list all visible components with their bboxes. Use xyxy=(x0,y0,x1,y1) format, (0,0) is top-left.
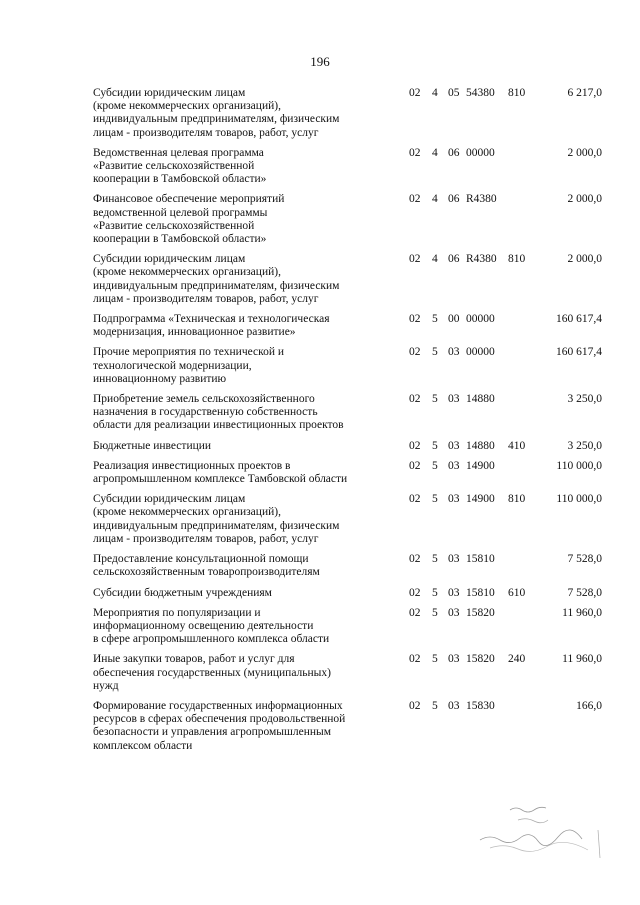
description-line: Реализация инвестиционных проектов в xyxy=(93,459,291,472)
direction-code: R4380 xyxy=(466,193,497,206)
program-code: 5 xyxy=(432,393,438,406)
amount-value: 160 617,4 xyxy=(556,313,602,326)
amount-value: 7 528,0 xyxy=(567,553,602,566)
row-description xyxy=(93,147,393,187)
amount-value: 6 217,0 xyxy=(567,87,602,99)
subprogram-code: 03 xyxy=(448,439,460,452)
program-code: 5 xyxy=(432,313,438,326)
description-line: модернизация, инновационное развитие» xyxy=(93,326,296,339)
amount-value: 3 250,0 xyxy=(567,439,602,452)
row-description xyxy=(93,440,393,453)
subprogram-code: 06 xyxy=(448,193,460,206)
program-code: 5 xyxy=(432,653,438,666)
description-line: безопасности и управления агропромышленным xyxy=(93,726,332,739)
description-line: технологической модернизации, xyxy=(93,359,252,372)
description-line: нужд xyxy=(93,679,119,692)
description-line: области для реализации инвестиционных проектов xyxy=(93,419,344,432)
program-code: 4 xyxy=(432,193,438,206)
section-code: 02 xyxy=(409,606,421,619)
description-line: Субсидии юридическим лицам xyxy=(93,493,246,506)
amount-value: 2 000,0 xyxy=(567,193,602,206)
section-code: 02 xyxy=(409,253,421,266)
subprogram-code: 06 xyxy=(448,253,460,266)
subprogram-code: 03 xyxy=(448,553,460,566)
subprogram-code: 03 xyxy=(448,653,460,666)
description-line: комплексом области xyxy=(93,739,193,752)
description-line: индивидуальным предпринимателям, физическим xyxy=(93,519,340,532)
description-line: информационному освещению деятельности xyxy=(93,619,314,632)
amount-value: 110 000,0 xyxy=(556,493,602,506)
description-line: индивидуальным предпринимателям, физическим xyxy=(93,279,340,292)
row-description xyxy=(93,493,393,546)
description-line: Финансовое обеспечение мероприятий xyxy=(93,193,285,206)
section-code: 02 xyxy=(409,313,421,326)
description-line: Формирование государственных информационных xyxy=(93,699,343,712)
amount-value: 166,0 xyxy=(576,699,602,712)
description-line: «Развитие сельскохозяйственной xyxy=(93,219,255,232)
direction-code: 15820 xyxy=(466,653,495,666)
description-line: Приобретение земель сельскохозяйственного xyxy=(93,393,315,406)
table-row xyxy=(93,460,613,486)
table-row xyxy=(93,653,613,693)
section-code: 02 xyxy=(409,553,421,566)
expense-kind-code: 610 xyxy=(508,586,526,599)
description-line: Субсидии юридическим лицам xyxy=(93,87,246,99)
program-code: 4 xyxy=(432,253,438,266)
row-description xyxy=(93,607,393,647)
table-row xyxy=(93,440,613,453)
row-description xyxy=(93,553,393,579)
table-row xyxy=(93,147,613,187)
row-description xyxy=(93,313,393,339)
table-row xyxy=(93,493,613,546)
program-code: 5 xyxy=(432,606,438,619)
amount-value: 11 960,0 xyxy=(562,653,602,666)
row-description xyxy=(93,193,393,246)
row-description xyxy=(93,346,393,386)
row-description xyxy=(93,653,393,693)
description-line: ресурсов в сферах обеспечения продовольственной xyxy=(93,713,346,726)
amount-value: 3 250,0 xyxy=(567,393,602,406)
subprogram-code: 05 xyxy=(448,87,460,99)
table-row xyxy=(93,587,613,600)
section-code: 02 xyxy=(409,193,421,206)
direction-code: 15810 xyxy=(466,586,495,599)
expense-kind-code: 410 xyxy=(508,439,526,452)
subprogram-code: 06 xyxy=(448,146,460,159)
table-row xyxy=(93,193,613,246)
section-code: 02 xyxy=(409,459,421,472)
description-line: индивидуальным предпринимателям, физическим xyxy=(93,113,340,126)
subprogram-code: 03 xyxy=(448,459,460,472)
row-description xyxy=(93,87,393,140)
direction-code: 00000 xyxy=(466,313,495,326)
section-code: 02 xyxy=(409,393,421,406)
expense-kind-code: 810 xyxy=(508,87,526,99)
table-row xyxy=(93,346,613,386)
direction-code: 14900 xyxy=(466,459,495,472)
description-line: Мероприятия по популяризации и xyxy=(93,606,261,619)
amount-value: 2 000,0 xyxy=(567,253,602,266)
table-row xyxy=(93,313,613,339)
description-line: Ведомственная целевая программа xyxy=(93,146,264,159)
description-line: инновационному развитию xyxy=(93,372,227,385)
description-line: «Развитие сельскохозяйственной xyxy=(93,160,255,173)
row-description xyxy=(93,393,393,433)
table-row xyxy=(93,607,613,647)
description-line: кооперации в Тамбовской области» xyxy=(93,233,267,246)
direction-code: 14880 xyxy=(466,439,495,452)
program-code: 5 xyxy=(432,459,438,472)
description-line: Субсидии бюджетным учреждениям xyxy=(93,586,272,599)
direction-code: 15830 xyxy=(466,699,495,712)
amount-value: 7 528,0 xyxy=(567,586,602,599)
row-description xyxy=(93,253,393,306)
table-row xyxy=(93,393,613,433)
subprogram-code: 03 xyxy=(448,699,460,712)
direction-code: 00000 xyxy=(466,346,495,359)
description-line: назначения в государственную собственность xyxy=(93,406,318,419)
description-line: кооперации в Тамбовской области» xyxy=(93,173,267,186)
section-code: 02 xyxy=(409,493,421,506)
section-code: 02 xyxy=(409,586,421,599)
program-code: 5 xyxy=(432,553,438,566)
expense-kind-code: 810 xyxy=(508,253,526,266)
program-code: 5 xyxy=(432,699,438,712)
table-row xyxy=(93,253,613,306)
page-number: 196 xyxy=(310,54,330,69)
table-row xyxy=(93,87,613,140)
description-line: Субсидии юридическим лицам xyxy=(93,253,246,266)
description-line: лицам - производителям товаров, работ, услуг xyxy=(93,292,319,305)
table-row xyxy=(93,553,613,579)
description-line: лицам - производителям товаров, работ, услуг xyxy=(93,532,319,545)
description-line: сельскохозяйственным товаропроизводителям xyxy=(93,566,320,579)
amount-value: 110 000,0 xyxy=(556,459,602,472)
budget-table xyxy=(93,87,613,760)
subprogram-code: 00 xyxy=(448,313,460,326)
direction-code: 14880 xyxy=(466,393,495,406)
subprogram-code: 03 xyxy=(448,493,460,506)
direction-code: 14900 xyxy=(466,493,495,506)
program-code: 5 xyxy=(432,493,438,506)
expense-kind-code: 810 xyxy=(508,493,526,506)
description-line: Прочие мероприятия по технической и xyxy=(93,346,285,359)
section-code: 02 xyxy=(409,346,421,359)
section-code: 02 xyxy=(409,699,421,712)
direction-code: 00000 xyxy=(466,146,495,159)
section-code: 02 xyxy=(409,146,421,159)
table-row xyxy=(93,700,613,753)
description-line: (кроме некоммерческих организаций), xyxy=(93,100,281,113)
description-line: в сфере агропромышленного комплекса области xyxy=(93,633,330,646)
section-code: 02 xyxy=(409,653,421,666)
section-code: 02 xyxy=(409,87,421,99)
description-line: Подпрограмма «Техническая и технологическая xyxy=(93,313,330,326)
description-line: ведомственной целевой программы xyxy=(93,206,268,219)
amount-value: 11 960,0 xyxy=(562,606,602,619)
program-code: 5 xyxy=(432,586,438,599)
description-line: лицам - производителям товаров, работ, услуг xyxy=(93,126,319,139)
direction-code: 54380 xyxy=(466,87,495,99)
signature-stamp xyxy=(470,800,620,870)
direction-code: 15820 xyxy=(466,606,495,619)
description-line: Иные закупки товаров, работ и услуг для xyxy=(93,653,295,666)
amount-value: 2 000,0 xyxy=(567,146,602,159)
description-line: агропромышленном комплексе Тамбовской области xyxy=(93,473,348,486)
row-description xyxy=(93,460,393,486)
description-line: (кроме некоммерческих организаций), xyxy=(93,506,281,519)
direction-code: 15810 xyxy=(466,553,495,566)
subprogram-code: 03 xyxy=(448,393,460,406)
program-code: 4 xyxy=(432,87,438,99)
subprogram-code: 03 xyxy=(448,586,460,599)
subprogram-code: 03 xyxy=(448,346,460,359)
row-description xyxy=(93,587,393,600)
row-description xyxy=(93,700,393,753)
program-code: 4 xyxy=(432,146,438,159)
program-code: 5 xyxy=(432,346,438,359)
description-line: (кроме некоммерческих организаций), xyxy=(93,266,281,279)
description-line: Предоставление консультационной помощи xyxy=(93,553,309,566)
description-line: обеспечения государственных (муниципальных) xyxy=(93,666,331,679)
subprogram-code: 03 xyxy=(448,606,460,619)
description-line: Бюджетные инвестиции xyxy=(93,439,212,452)
expense-kind-code: 240 xyxy=(508,653,526,666)
amount-value: 160 617,4 xyxy=(556,346,602,359)
program-code: 5 xyxy=(432,439,438,452)
direction-code: R4380 xyxy=(466,253,497,266)
section-code: 02 xyxy=(409,439,421,452)
